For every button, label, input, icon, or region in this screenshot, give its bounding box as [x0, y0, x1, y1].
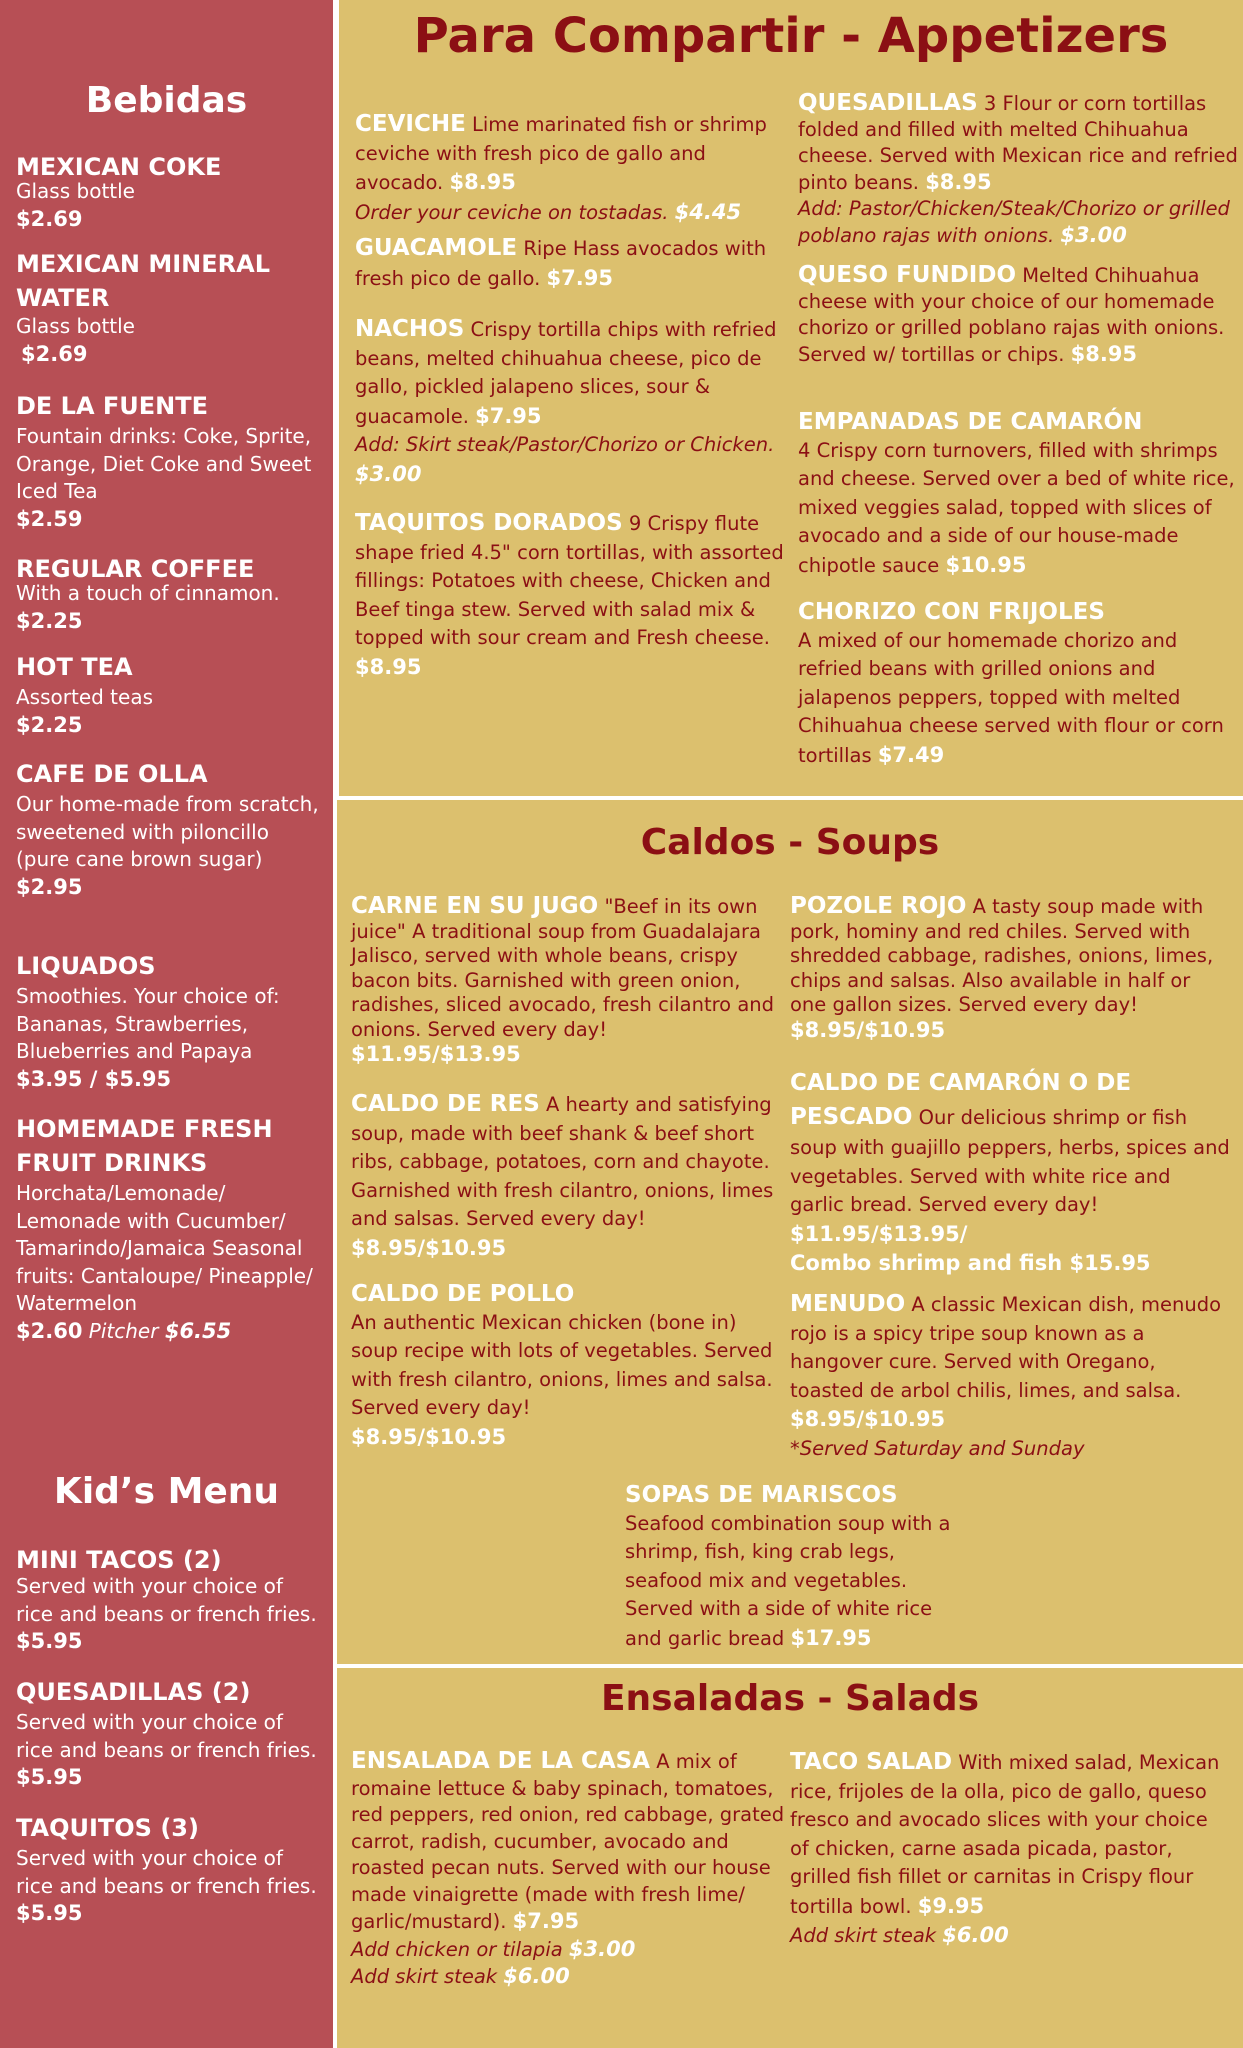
item-price: $2.69: [16, 206, 83, 231]
drinks-kids-column: [0, 0, 333, 2048]
item-desc: Lime marinated fish or shrimp ceviche with fresh pico de gallo and avocado.: [355, 113, 767, 194]
addon-price: $6.00: [503, 1964, 570, 1988]
menu-item: [355, 110, 785, 227]
menu-item: [16, 1112, 326, 1345]
item-desc: Ripe Hass avocados with fresh pico de gallo.: [355, 237, 767, 290]
item-name: POZOLE ROJO: [790, 893, 967, 919]
item-price: $7.95: [475, 403, 542, 428]
item-addon: Add skirt steak: [790, 1924, 937, 1947]
item-price: $17.95: [790, 1625, 872, 1650]
item-desc: Horchata/Lemonade/ Lemonade with Cucumber/ Tamarindo/Jamaica Seasonal fruits: Cantaloupe/ Pineapple/ Watermelon: [16, 1181, 313, 1315]
menu-item: [16, 247, 326, 368]
menu-item: [16, 650, 326, 739]
item-desc: A tasty soup made with pork, hominy and red chiles. Served with shredded cabbage, radishes, onions, limes, chips and salsas. Also available in half or one gallon sizes. Served every day!: [790, 895, 1214, 1016]
item-desc: An authentic Mexican chicken (bone in) soup recipe with lots of vegetables. Served with fresh cilantro, onions, limes and salsa. Served every day!: [351, 1310, 773, 1419]
item-name: MINI TACOS (2): [16, 1546, 222, 1574]
item-addon: Add: Skirt steak/Pastor/Chorizo or Chicken.: [355, 433, 775, 456]
pitcher-price: $6.55: [164, 1318, 232, 1343]
appetizers-title: Para Compartir - Appetizers: [413, 8, 1169, 64]
item-name: HOT TEA: [16, 653, 133, 681]
item-price: $3.95 / $5.95: [16, 1066, 172, 1091]
menu-item: [16, 1811, 326, 1928]
item-desc: Melted Chihuahua cheese with your choice of our homemade chorizo or grilled poblano rajas with onions. Served w/ tortillas or chips.: [798, 264, 1225, 366]
menu-item: [351, 1090, 781, 1263]
menu-item: [798, 408, 1238, 580]
item-desc: Glass bottle: [16, 314, 135, 338]
item-desc: A classic Mexican dish, menudo rojo is a spicy tripe soup known as a hangover cure. Served with Oregano, toasted de arbol chilis, limes, and salsa.: [790, 1293, 1222, 1402]
item-name: QUESO FUNDIDO: [798, 262, 1016, 288]
item-price: $8.95/$10.95: [351, 1235, 507, 1260]
item-name: CALDO DE POLLO: [351, 1281, 575, 1307]
menu-item: [16, 757, 326, 901]
item-price: $8.95: [449, 170, 516, 194]
menu-item: [351, 1280, 781, 1452]
menu-item: [355, 315, 785, 489]
addon-price: $3.00: [568, 1936, 636, 1961]
item-price: $11.95/$13.95/: [790, 1221, 968, 1246]
item-name: GUACAMOLE: [355, 235, 518, 261]
item-addon: Add: Pastor/Chicken/Steak/Chorizo or grilled poblano rajas with onions.: [798, 197, 1230, 247]
item-name: DE LA FUENTE: [16, 392, 209, 420]
item-desc: A hearty and satisfying soup, made with beef shank & beef short ribs, cabbage, potatoes, corn and chayote. Garnished with fresh cilantro, onions, limes and salsas. Served every day!: [351, 1093, 774, 1230]
addon-price: $3.00: [1060, 223, 1127, 247]
menu-item: [16, 150, 326, 233]
item-price: $8.95/$10.95: [790, 1017, 946, 1042]
item-name: CARNE EN SU JUGO: [351, 893, 599, 919]
item-price-combo: Combo shrimp and fish $15.95: [790, 1251, 1151, 1275]
item-price: $7.95: [512, 1909, 580, 1933]
addon-price: $6.00: [942, 1923, 1009, 1947]
soups-title: Caldos - Soups: [640, 822, 940, 863]
item-name: CHORIZO CON FRIJOLES: [798, 599, 1105, 625]
item-desc: Assorted teas: [16, 685, 154, 709]
item-price: $11.95/$13.95: [351, 1042, 521, 1066]
item-desc: 9 Crispy flute shape fried 4.5" corn tortillas, with assorted fillings: Potatoes with cheese, Chicken and Beef tinga stew. Served with salad mix & topped with sour cream and Fresh cheese.: [355, 512, 784, 649]
menu-item: [351, 1748, 791, 1991]
item-name: QUESADILLAS: [798, 90, 978, 116]
item-name: SOPAS DE MARISCOS: [625, 1482, 898, 1508]
menu-item: [625, 1481, 955, 1653]
menu-item: [790, 1066, 1230, 1279]
menu-item: [790, 1748, 1230, 1951]
item-addon: Add chicken or tilapia: [351, 1937, 563, 1961]
item-price: $9.95: [917, 1893, 985, 1918]
item-price: $2.60: [16, 1318, 83, 1343]
menu-item: [16, 949, 326, 1093]
item-desc: With a touch of cinnamon.: [16, 581, 280, 605]
item-price: $8.95: [355, 654, 422, 679]
item-name: MEXICAN MINERAL WATER: [16, 250, 270, 312]
item-price: $2.25: [16, 712, 83, 737]
kids-menu-title: Kid’s Menu: [53, 1471, 280, 1512]
item-desc: Seafood combination soup with a shrimp, fish, king crab legs, seafood mix and vegetables. Served with a side of white rice and garlic bread: [625, 1511, 951, 1650]
appetizers-section: [339, 0, 1243, 796]
item-desc: 4 Crispy corn turnovers, filled with shrimps and cheese. Served over a bed of white rice, mixed veggies salad, topped with slices of avocado and a side of our house-made chipotle sauce: [798, 438, 1235, 577]
item-name: NACHOS: [355, 316, 465, 342]
item-price: $5.95: [16, 1765, 83, 1789]
menu-item: [798, 90, 1238, 249]
soups-section: [337, 800, 1243, 1664]
item-desc: With mixed salad, Mexican rice, frijoles de la olla, pico de gallo, queso fresco and avocado slices with your choice of chicken, carne asada picada, pastor, grilled fish fillet or carnitas in Crispy flour tortilla bowl.: [790, 1751, 1220, 1918]
item-desc: Served with your choice of rice and beans or french fries.: [16, 1710, 317, 1762]
item-name: MENUDO: [790, 1291, 906, 1317]
item-name: QUESADILLAS (2): [16, 1678, 251, 1706]
menu-item: [798, 598, 1238, 770]
item-price: $8.95: [925, 170, 992, 194]
item-addon: Add skirt steak: [351, 1965, 498, 1988]
menu-item: [355, 509, 785, 682]
item-name: TAQUITOS (3): [16, 1814, 199, 1842]
item-desc: Served with your choice of rice and beans or french fries.: [16, 1846, 317, 1898]
item-desc: 3 Flour or corn tortillas folded and filled with melted Chihuahua cheese. Served with Mexican rice and refried pinto beans.: [798, 92, 1238, 194]
item-desc: Our home-made from scratch, sweetened with piloncillo (pure cane brown sugar): [16, 792, 319, 871]
item-desc: "Beef in its own juice" A traditional soup from Guadalajara Jalisco, served with whole beans, crispy bacon bits. Garnished with green onion, radishes, sliced avocado, fresh cilantro and onions. Served every day!: [351, 895, 775, 1041]
item-name: CEVICHE: [355, 111, 466, 137]
item-price: $2.95: [16, 874, 83, 899]
menu-item: [351, 894, 781, 1068]
item-price: $5.95: [16, 1901, 83, 1925]
item-name: MEXICAN COKE: [16, 153, 222, 181]
addon-price: $4.45: [674, 199, 742, 224]
menu-item: [16, 552, 326, 635]
item-desc: Smoothies. Your choice of: Bananas, Strawberries, Blueberries and Papaya: [16, 984, 280, 1063]
item-price: $8.95/$10.95: [790, 1407, 946, 1431]
item-desc: Glass bottle: [16, 179, 135, 203]
item-name: HOMEMADE FRESH FRUIT DRINKS: [16, 1115, 273, 1177]
menu-item: [16, 1543, 326, 1656]
item-name: TAQUITOS DORADOS: [355, 510, 623, 536]
item-desc: A mix of romaine lettuce & baby spinach, tomatoes, red peppers, red onion, red cabbage, grated carrot, radish, cucumber, avocado and roasted pecan nuts. Served with our house made vinaigrette (made with fresh lime/ garlic/mustard).: [351, 1750, 785, 1933]
item-price: $2.69: [21, 341, 88, 366]
item-price: $2.59: [16, 506, 83, 531]
salads-title: Ensaladas - Salads: [600, 1678, 980, 1719]
item-desc: Crispy tortilla chips with refried beans, melted chihuahua cheese, pico de gallo, pickled jalapeno slices, sour & guacamole.: [355, 318, 777, 428]
item-name: REGULAR COFFEE: [16, 555, 255, 583]
item-name: ENSALADA DE LA CASA: [351, 1748, 650, 1774]
item-desc: Our delicious shrimp or fish soup with guajillo peppers, herbs, spices and vegetables. Served with white rice and garlic bread. Served every day!: [790, 1106, 1230, 1216]
menu-item: [798, 262, 1238, 368]
item-price: $7.95: [546, 265, 613, 290]
item-price: $5.95: [16, 1629, 83, 1653]
addon-price: $3.00: [355, 461, 422, 486]
item-addon: Order your ceviche on tostadas.: [355, 200, 669, 224]
bebidas-title: Bebidas: [85, 80, 248, 121]
item-name: CAFE DE OLLA: [16, 760, 208, 788]
item-price: $2.25: [16, 608, 83, 633]
menu-item: [16, 389, 326, 533]
menu-item: [790, 1290, 1230, 1463]
item-name: CALDO DE CAMARÓN O DE PESCADO: [790, 1070, 1132, 1130]
item-price: $10.95: [945, 552, 1027, 577]
menu-item: [790, 894, 1230, 1043]
pitcher-label: Pitcher: [88, 1318, 159, 1343]
item-price: $8.95/$10.95: [351, 1424, 507, 1449]
item-note: *Served Saturday and Sunday: [790, 1436, 1085, 1460]
menu-item: [16, 1675, 326, 1792]
salads-section: [337, 1668, 1243, 2048]
menu-item: [355, 234, 795, 293]
item-desc: A mixed of our homemade chorizo and refried beans with grilled onions and jalapenos peppers, topped with melted Chihuahua cheese served with flour or corn tortillas: [798, 628, 1224, 767]
item-name: LIQUADOS: [16, 952, 156, 980]
item-price: $7.49: [877, 742, 945, 767]
item-desc: Served with your choice of rice and beans or french fries.: [16, 1574, 317, 1626]
item-name: CALDO DE RES: [351, 1091, 540, 1117]
item-desc: Fountain drinks: Coke, Sprite, Orange, Diet Coke and Sweet Iced Tea: [16, 424, 312, 503]
item-name: TACO SALAD: [790, 1749, 953, 1775]
item-name: EMPANADAS DE CAMARÓN: [798, 409, 1143, 435]
item-price: $8.95: [1070, 342, 1138, 366]
